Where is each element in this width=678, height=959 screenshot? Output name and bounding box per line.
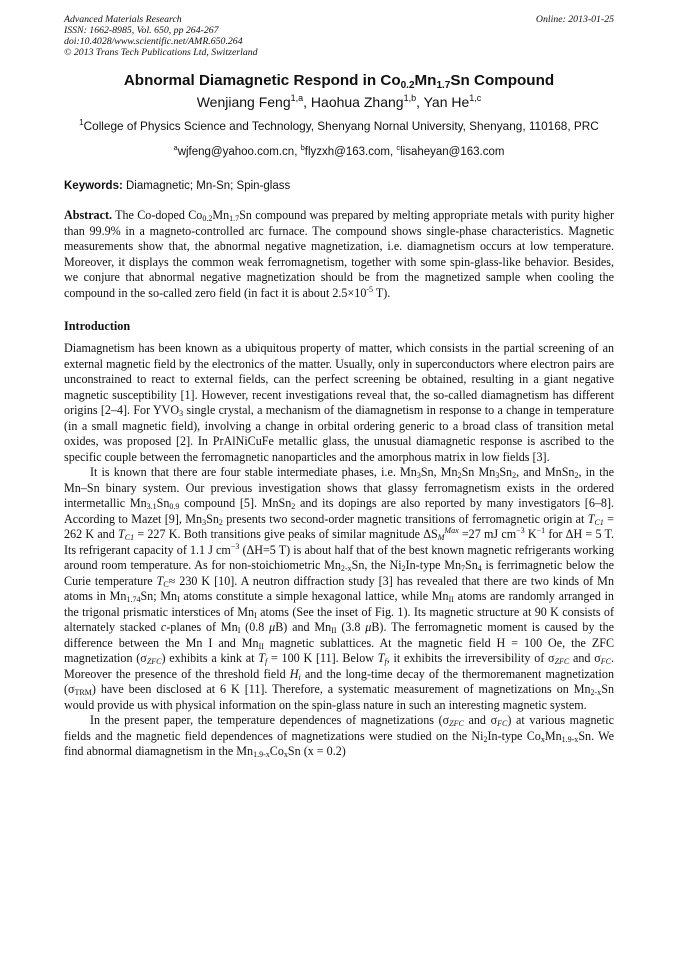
intro-paragraph-3: In the present paper, the temperature dependences of magnetizations ($\sigma_{ZFC}$ and $\sigma_{FC}$) at various magnetic fields and the magnetic field dependences of magnetizations were studied on the $Ni_2In$-type $Co_xMn_{1.9-x}Sn$. We find abnormal diamagnetism in the $Mn_{1.9-x}Co_xSn$ (x = 0.2): [64, 713, 615, 759]
online-date: Online: 2013-01-25: [535, 14, 614, 25]
author-list: Wenjiang Feng$^{1,a}$, Haohua Zhang$^{1,b}$, Yan He$^{1,c}$: [196, 93, 482, 110]
journal-name: Advanced Materials Research: [64, 14, 182, 25]
intro-paragraph-2: It is known that there are four stable intermediate phases, i.e. $Mn_3Sn$, $Mn_2Sn$ $Mn_3Sn_2$, and MnSn$_2$, in the Mn–Sn binary system. Our previous investigation shows that glassy ferromagnetism exists in the ordered intermetallic $Mn_{3.1}Sn_{0.9}$ compound [5]. MnSn$_2$ and its dopings are also reported by many investigators [6–8]. According to Mazet [9], $Mn_3Sn_2$ presents two second-order magnetic transitions of ferromagnetic origin at $T_{C1} = 262$ K and $T_{C1} = 227$ K. Both transitions give peaks of similar magnitude $\Delta S_M^{Max} =27$ mJ $cm^{-3}$ $K^{-1}$ for ΔH = 5 T. Its refrigerant capacity of 1.1 J $cm^{-3}$ (ΔH=5 T) is about half that of the best known magnetic refrigerants working around room temperature. As for non-stoichiometric $Mn_{2-x}Sn$, the $Ni_2In$-type $Mn_7Sn_4$ is ferrimagnetic below the Curie temperature $T_C\approx 230$ K [10]. A neutron diffraction study [3] has revealed that there are two kinds of Mn atoms in $Mn_{1.74}Sn$; $Mn_I$ atoms constitute a simple hexagonal lattice, while $Mn_{II}$ atoms are randomly arranged in the trigonal prismatic interstices of $Mn_I$ atoms (See the inset of Fig. 1). Its magnetic structure at 90 K consists of alternately stacked c-planes of $Mn_I$ (0.8 μB) and $Mn_{II}$ (3.8 μB). The ferromagnetic moment is caused by the difference between the Mn I and $Mn_{II}$ magnetic sublattices. At the magnetic field H = 100 Oe, the ZFC magnetization $(\sigma_{ZFC})$ exhibits a kink at $T_f = 100$ K [11]. Below $T_f$, it exhibits the irreversibility of $\sigma_{ZFC}$ and $\sigma_{FC}$. Moreover the presence of the threshold field $H_i$ and the long-time decay of the thermoremanent magnetization $(\sigma_{TRM})$ have been disclosed at 6 K [11]. Therefore, a systematic measurement of magnetizations on $Mn_{2-x}Sn$ would provide us with physical information on the spin-glass nature in such an interesting magnetic system.: [64, 465, 615, 712]
abstract: Abstract. The Co-doped $Co_{0.2}Mn_{1.7}Sn$ compound was prepared by melting appropriate metals with purity higher than 99.9% in a magneto-controlled arc furnace. The compound shows single-phase characteristics. Magnetic measurements show that, the abnormal negative magnetization, i.e. diamagnetism occurs at low temperature. Moreover, it displays the common weak ferromagnetism, together with some spin-glass-like behavior. Besides, we conjure that abnormal negative magnetization should be from the magnetized sample when cooling the compound in the so-called zero field (in fact it is about $2.5\times 10^{-5}$ T).: [64, 208, 614, 300]
affiliation: $^1$College of Physics Science and Technology, Shenyang Nornal University, Shenyang, 110168, PRC: [79, 118, 599, 133]
journal-doi: doi:10.4028/www.scientific.net/AMR.650.264: [64, 36, 243, 47]
paper-title: Abnormal Diamagnetic Respond in $Co_{0.2}Mn_{1.7}Sn$ Compound: [123, 72, 555, 91]
author-name: Wenjiang Feng: [196, 94, 291, 110]
journal-header: [64, 14, 614, 58]
keywords: Keywords: Diamagnetic; Mn-Sn; Spin-glass: [64, 180, 291, 192]
keywords-label: Keywords:: [64, 180, 123, 192]
author-emails: $^a$wjfeng@yahoo.com.cn, $^b$flyzxh@163.com, $^c$lisaheyan@163.com: [173, 143, 505, 158]
journal-info: [64, 14, 258, 58]
abstract-label: Abstract.: [64, 208, 113, 222]
intro-paragraph-1: Diamagnetism has been known as a ubiquitous property of matter, which consists in the partial screening of an external magnetic field by the electronics of the matter. Usually, only in superconductors where electron pairs are unconstrained to react to external fields, can the perfect screening be obtained, resulting in a giant negative magnetic susceptibility [1]. However, recent investigations reveal that, the so-called diamagnetism has different origins [2–4]. For $YVO_3$ single crystal, a mechanism of the diamagnetism in response to a change in temperature (in a small magnetic field), involving a change in orbital ordering generic to a broad class of transition metal oxides, was proposed [2]. In PrAlNiCuFe metallic glass, the unusual diamagnetic response is ascribed to the specific couple between the ferromagnetic nanoparticles and the amorphous matrix in low fields [3].: [64, 341, 614, 464]
author-name: Haohua Zhang: [310, 94, 404, 110]
journal-issn: ISSN: 1662-8985, Vol. 650, pp 264-267: [64, 25, 219, 36]
section-heading-introduction: Introduction: [64, 319, 131, 333]
author-name: Yan He: [423, 94, 470, 110]
journal-copyright: © 2013 Trans Tech Publications Ltd, Switzerland: [64, 47, 258, 58]
